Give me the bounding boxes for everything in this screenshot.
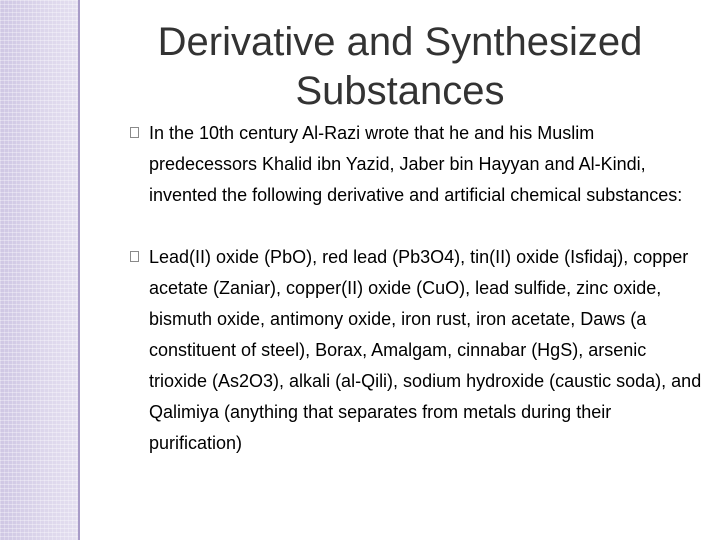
bullet-box-icon [130, 251, 139, 262]
bullet-text: In the 10th century Al-Razi wrote that he and his Muslim predecessors Khalid ibn Yazid, Jaber bin Hayyan and Al-Kindi, invented the following derivative and artificial chemical substances: [149, 123, 683, 205]
slide-body [130, 118, 705, 459]
decorative-side-line [78, 0, 80, 540]
slide-title: Derivative and Synthesized Substances [157, 20, 643, 113]
bullet-item-intro [130, 118, 705, 211]
bullet-item-substances [130, 242, 705, 459]
bullet-text: Lead(II) oxide (PbO), red lead (Pb3O4), tin(II) oxide (Isfidaj), copper acetate (Zaniar), copper(II) oxide (CuO), lead sulfide, zinc oxide, bismuth oxide, antimony oxide, iron rust, iron acetate, Daws (a constituent of steel), Borax, Amalgam, cinnabar (HgS), arsenic trioxide (As2O3), alkali (al-Qili), sodium hydroxide (caustic soda), and Qalimiya (anything that separates from metals during their purification) [149, 247, 702, 453]
bullet-box-icon [130, 127, 139, 138]
decorative-side-pattern [0, 0, 78, 540]
